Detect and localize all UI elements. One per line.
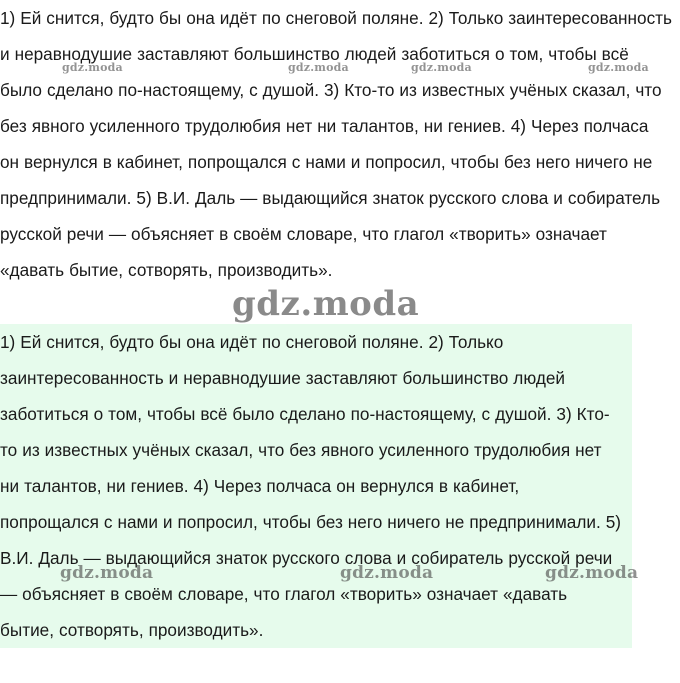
watermark: gdz.moda (232, 284, 420, 324)
watermark: gdz.moda (588, 61, 649, 74)
exercise-text: 1) Ей снится, будто бы она идёт по снеговой поляне. 2) Только заинтересованность и неравнодушие заставляют большинство людей заботиться о том, чтобы всё было сделано по-настоящему, с душой. 3) Кто-то из известных учёных сказал, что без явного усиленного трудолюбия нет ни талантов, ни гениев. 4) Через полчаса он вернулся в кабинет, попрощался с нами и попросил, чтобы без него ничего не предпринимали. 5) В.И. Даль — выдающийся знаток русского слова и собиратель русской речи — объясняет в своём словаре, что глагол «творить» означает «давать бытие, сотворять, производить». (0, 8, 672, 280)
watermark: gdz.moda (545, 563, 639, 583)
answer-text: 1) Ей снится, будто бы она идёт по снеговой поляне. 2) Только заинтересованность и неравнодушие заставляют большинство людей заботиться о том, чтобы всё было сделано по-настоящему, с душой. 3) Кто-то из известных учёных сказал, что без явного усиленного трудолюбия нет ни талантов, ни гениев. 4) Через полчаса он вернулся в кабинет, попрощался с нами и попросил, чтобы без него ничего не предпринимали. 5) В.И. Даль — выдающийся знаток русского слова и собиратель русской речи — объясняет в своём словаре, что глагол «творить» означает «давать бытие, сотворять, производить». (0, 332, 622, 640)
watermark: gdz.moda (411, 61, 472, 74)
watermark: gdz.moda (62, 61, 123, 74)
watermark: gdz.moda (60, 563, 154, 583)
watermark: gdz.moda (340, 563, 434, 583)
watermark: gdz.moda (288, 61, 349, 74)
